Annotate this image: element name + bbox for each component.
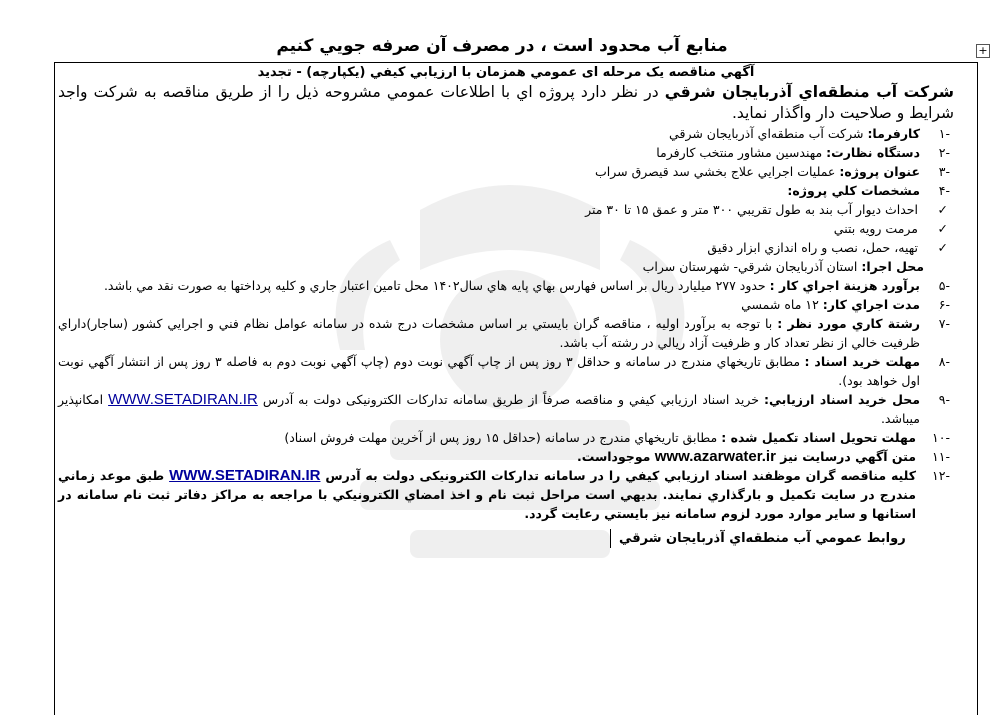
item-number: -۳ bbox=[938, 164, 950, 179]
item-suffix: امكانپذير ميباشد. bbox=[58, 392, 920, 426]
list-item bbox=[58, 428, 954, 447]
location-text: استان آذربايجان شرقي- شهرستان سراب bbox=[642, 259, 858, 274]
signature-row bbox=[58, 529, 954, 548]
list-item bbox=[58, 276, 954, 295]
item-label: مهلت تحويل اسناد تكميل شده : bbox=[721, 430, 916, 445]
slogan-heading: منابع آب محدود است ، در مصرف آن صرفه جويي كنيم bbox=[276, 36, 728, 56]
item-number: -۱۱ bbox=[932, 449, 950, 464]
spec-text: مرمت رويه بتني bbox=[833, 221, 918, 236]
item-label: رشتة كاري مورد نظر : bbox=[777, 316, 920, 331]
check-icon: ✓ bbox=[937, 240, 948, 255]
item-text: مطابق تاريخهاي مندرج در سامانه (حداقل ۱۵ روز پس از آخرين مهلت فروش اسناد) bbox=[284, 430, 718, 445]
item-label: مدت اجراي كار: bbox=[822, 297, 920, 312]
list-item bbox=[58, 314, 954, 352]
item-label: مشخصات كلي پروژه: bbox=[787, 183, 920, 198]
item-text: كليه مناقصه گران موظفند اسناد ارزيابي كيفي را در سامانه تدارکات الکترونيکی دولت به آدرس bbox=[325, 468, 917, 483]
list-item bbox=[58, 295, 954, 314]
ad-content bbox=[58, 64, 954, 548]
item-label: محل خريد اسناد ارزيابي: bbox=[764, 392, 920, 407]
item-number: -۸ bbox=[938, 354, 950, 369]
item-number: -۱ bbox=[938, 126, 950, 141]
check-icon: ✓ bbox=[937, 221, 948, 236]
signature: روابط عمومي آب منطقه‌اي آذربايجان شرقي bbox=[610, 529, 906, 548]
list-item bbox=[58, 352, 954, 390]
item-text: مطابق تاريخهاي مندرج در سامانه و حداقل ۳ روز پس از چاپ آگهي نوبت دوم (چاپ آگهي نوبت دوم به فاصله ۳ روز پس از انتشار آگهي نوبت اول خواهد بود). bbox=[58, 354, 920, 388]
item-number: -۷ bbox=[938, 316, 950, 331]
item-suffix: موجوداست. bbox=[577, 449, 651, 464]
spec-text: تهيه، حمل، نصب و راه اندازي ابزار دقيق bbox=[707, 240, 918, 255]
item-text: عمليات اجرايي علاج بخشي سد قيصرق سراب bbox=[594, 164, 836, 179]
item-number: -۲ bbox=[938, 145, 950, 160]
intro-text: در نظر دارد پروژه اي با اطلاعات عمومي مشروحه ذيل را از طريق مناقصه به شركت واجد شرايط و صلاحيت دار واگذار نمايد. bbox=[58, 83, 954, 122]
list-item bbox=[58, 181, 954, 200]
item-label: عنوان پروژه: bbox=[839, 164, 920, 179]
item-number: -۴ bbox=[938, 183, 950, 198]
list-item bbox=[58, 447, 954, 466]
location-line bbox=[58, 257, 954, 276]
item-text: با توجه به برآورد اوليه ، مناقصه گران بايستي بر اساس مشخصات درج شده در سامانه عوامل نظام فني و اجرايي كشور (ساجار)داراي ظرفيت خالي از نظر تعداد كار و ظرفيت آزاد ريالي در رشته آب باشد. bbox=[58, 316, 920, 350]
location-label: محل اجرا: bbox=[861, 259, 924, 274]
list-item bbox=[58, 162, 954, 181]
list-item bbox=[58, 466, 954, 523]
item-label: دستگاه نظارت: bbox=[826, 145, 920, 160]
azarwater-site[interactable]: www.azarwater.ir bbox=[654, 448, 776, 465]
item-label: متن آگهي درسايت نيز bbox=[780, 449, 916, 464]
item-label: برآورد هزينة اجراي كار : bbox=[769, 278, 920, 293]
check-icon: ✓ bbox=[937, 202, 948, 217]
spec-item bbox=[58, 219, 954, 238]
item-text: حدود ۲۷۷ ميليارد ريال بر اساس فهارس بهاي پايه هاي سال۱۴۰۲ محل تامين اعتبار جاري و كليه پرداختها به صورت نقد مي باشد. bbox=[103, 278, 766, 293]
spec-item bbox=[58, 238, 954, 257]
item-number: -۶ bbox=[938, 297, 950, 312]
item-text: خريد اسناد ارزيابي كيفي و مناقصه صرفاً از طريق سامانه تدارکات الکترونيکی دولت به آدرس bbox=[262, 392, 760, 407]
list-item bbox=[58, 124, 954, 143]
intro-company: شركت آب منطقه‌اي آذربايجان شرقي bbox=[664, 83, 954, 101]
item-number: -۱۲ bbox=[932, 468, 950, 483]
item-text: شركت آب منطقه‌اي آذربايجان شرقي bbox=[669, 126, 864, 141]
setadiran-link[interactable]: WWW.SETADIRAN.IR bbox=[169, 467, 321, 484]
spec-item bbox=[58, 200, 954, 219]
item-label: كارفرما: bbox=[867, 126, 920, 141]
item-text: مهندسين مشاور منتخب كارفرما bbox=[656, 145, 823, 160]
move-handle-icon[interactable]: + bbox=[976, 44, 990, 58]
list-item bbox=[58, 390, 954, 428]
setadiran-link[interactable]: WWW.SETADIRAN.IR bbox=[108, 391, 258, 408]
item-number: -۹ bbox=[938, 392, 950, 407]
ad-title: آگهي مناقصه يک مرحله ای عمومي همزمان با ارزيابي كيفي (يكپارچه) - تجديد bbox=[257, 65, 755, 80]
spec-text: احداث ديوار آب بند به طول تقريبي ۳۰۰ متر و عمق ۱۵ تا ۳۰ متر bbox=[585, 202, 918, 217]
item-number: -۵ bbox=[938, 278, 950, 293]
item-number: -۱۰ bbox=[932, 430, 950, 445]
ad-intro bbox=[58, 82, 954, 124]
list-item bbox=[58, 143, 954, 162]
item-text: ۱۲ ماه شمسي bbox=[741, 297, 819, 312]
item-label: مهلت خريد اسناد : bbox=[804, 354, 920, 369]
item-text: طبق موعد زماني مندرج در سايت تكميل و بارگذاري نمايند. بديهي است مراحل ثبت نام و اخذ امضاي الكترونيكي با مراجعه به مراكز دفاتر ثبت نام سامانه در استانها و ساير موارد مورد لزوم سامانه نيز بايستي رعايت گردد. bbox=[58, 468, 916, 521]
